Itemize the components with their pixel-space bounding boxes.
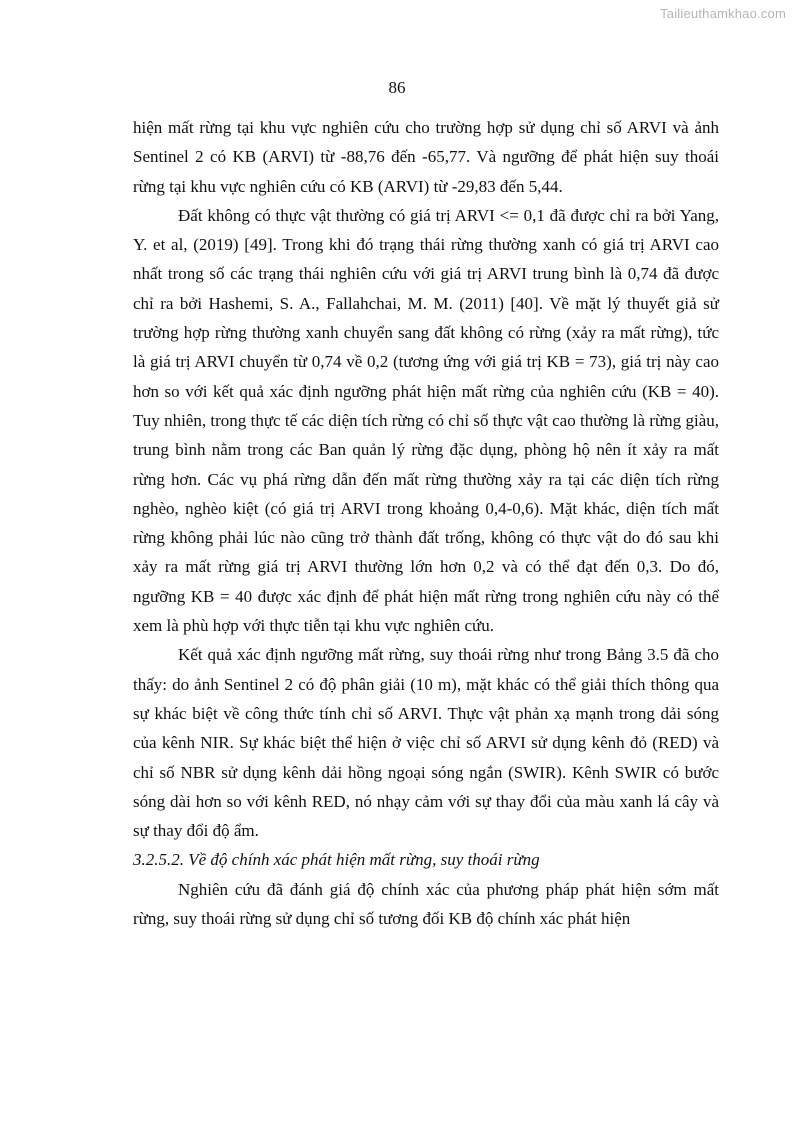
- section-heading: 3.2.5.2. Về độ chính xác phát hiện mất rừng, suy thoái rừng: [133, 850, 540, 870]
- paragraph-results: Kết quả xác định ngưỡng mất rừng, suy thoái rừng như trong Bảng 3.5 đã cho thấy: do ảnh Sentinel 2 có độ phân giải (10 m), mặt khác có thể giải thích thông qua sự khác biệt về công thức tính chỉ số ARVI. Thực vật phản xạ mạnh trong dải sóng của kênh NIR. Sự khác biệt thể hiện ở việc chỉ số ARVI sử dụng kênh đỏ (RED) và chỉ số NBR sử dụng kênh dải hồng ngoại sóng ngắn (SWIR). Kênh SWIR có bước sóng dài hơn so với kênh RED, nó nhạy cảm với sự thay đổi của màu xanh lá cây và sự thay đổi độ ẩm.: [133, 645, 719, 841]
- page-body: [133, 113, 719, 933]
- page-number: 86: [388, 78, 406, 97]
- watermark: Tailieuthamkhao.com: [660, 6, 786, 21]
- paragraph-continued: hiện mất rừng tại khu vực nghiên cứu cho trường hợp sử dụng chỉ số ARVI và ảnh Sentinel 2 có KB (ARVI) từ -88,76 đến -65,77. Và ngưỡng để phát hiện suy thoái rừng tại khu vực nghiên cứu có KB (ARVI) từ -29,83 đến 5,44.: [133, 118, 719, 196]
- paragraph-arvi-thresholds: Đất không có thực vật thường có giá trị ARVI <= 0,1 đã được chỉ ra bởi Yang, Y. et al, (2019) [49]. Trong khi đó trạng thái rừng thường xanh có giá trị ARVI cao nhất trong số các trạng thái nghiên cứu với giá trị ARVI trung bình là 0,74 đã được chỉ ra bởi Hashemi, S. A., Fallahchai, M. M. (2011) [40]. Về mặt lý thuyết giả sử trường hợp rừng thường xanh chuyển sang đất không có rừng (xảy ra mất rừng), tức là giá trị ARVI chuyển từ 0,74 về 0,2 (tương ứng với giá trị KB = 73), giá trị này cao hơn so với kết quả xác định ngưỡng phát hiện mất rừng của nghiên cứu (KB = 40). Tuy nhiên, trong thực tế các diện tích rừng có chỉ số thực vật cao thường là rừng giàu, trung bình nằm trong các Ban quản lý rừng đặc dụng, phòng hộ nên ít xảy ra mất rừng hơn. Các vụ phá rừng dẫn đến mất rừng thường xảy ra tại các diện tích rừng nghèo, nghèo kiệt (có giá trị ARVI trong khoảng 0,4-0,6). Mặt khác, diện tích mất rừng không phải lúc nào cũng trở thành đất trống, không có thực vật do đó sau khi xảy ra mất rừng giá trị ARVI thường lớn hơn 0,2 và có thể đạt đến 0,3. Do đó, ngưỡng KB = 40 được xác định để phát hiện mất rừng trong nghiên cứu này có thể xem là phù hợp với thực tiễn tại khu vực nghiên cứu.: [133, 205, 719, 636]
- paragraph-accuracy: Nghiên cứu đã đánh giá độ chính xác của phương pháp phát hiện sớm mất rừng, suy thoái rừng sử dụng chỉ số tương đối KB độ chính xác phát hiện: [133, 879, 719, 929]
